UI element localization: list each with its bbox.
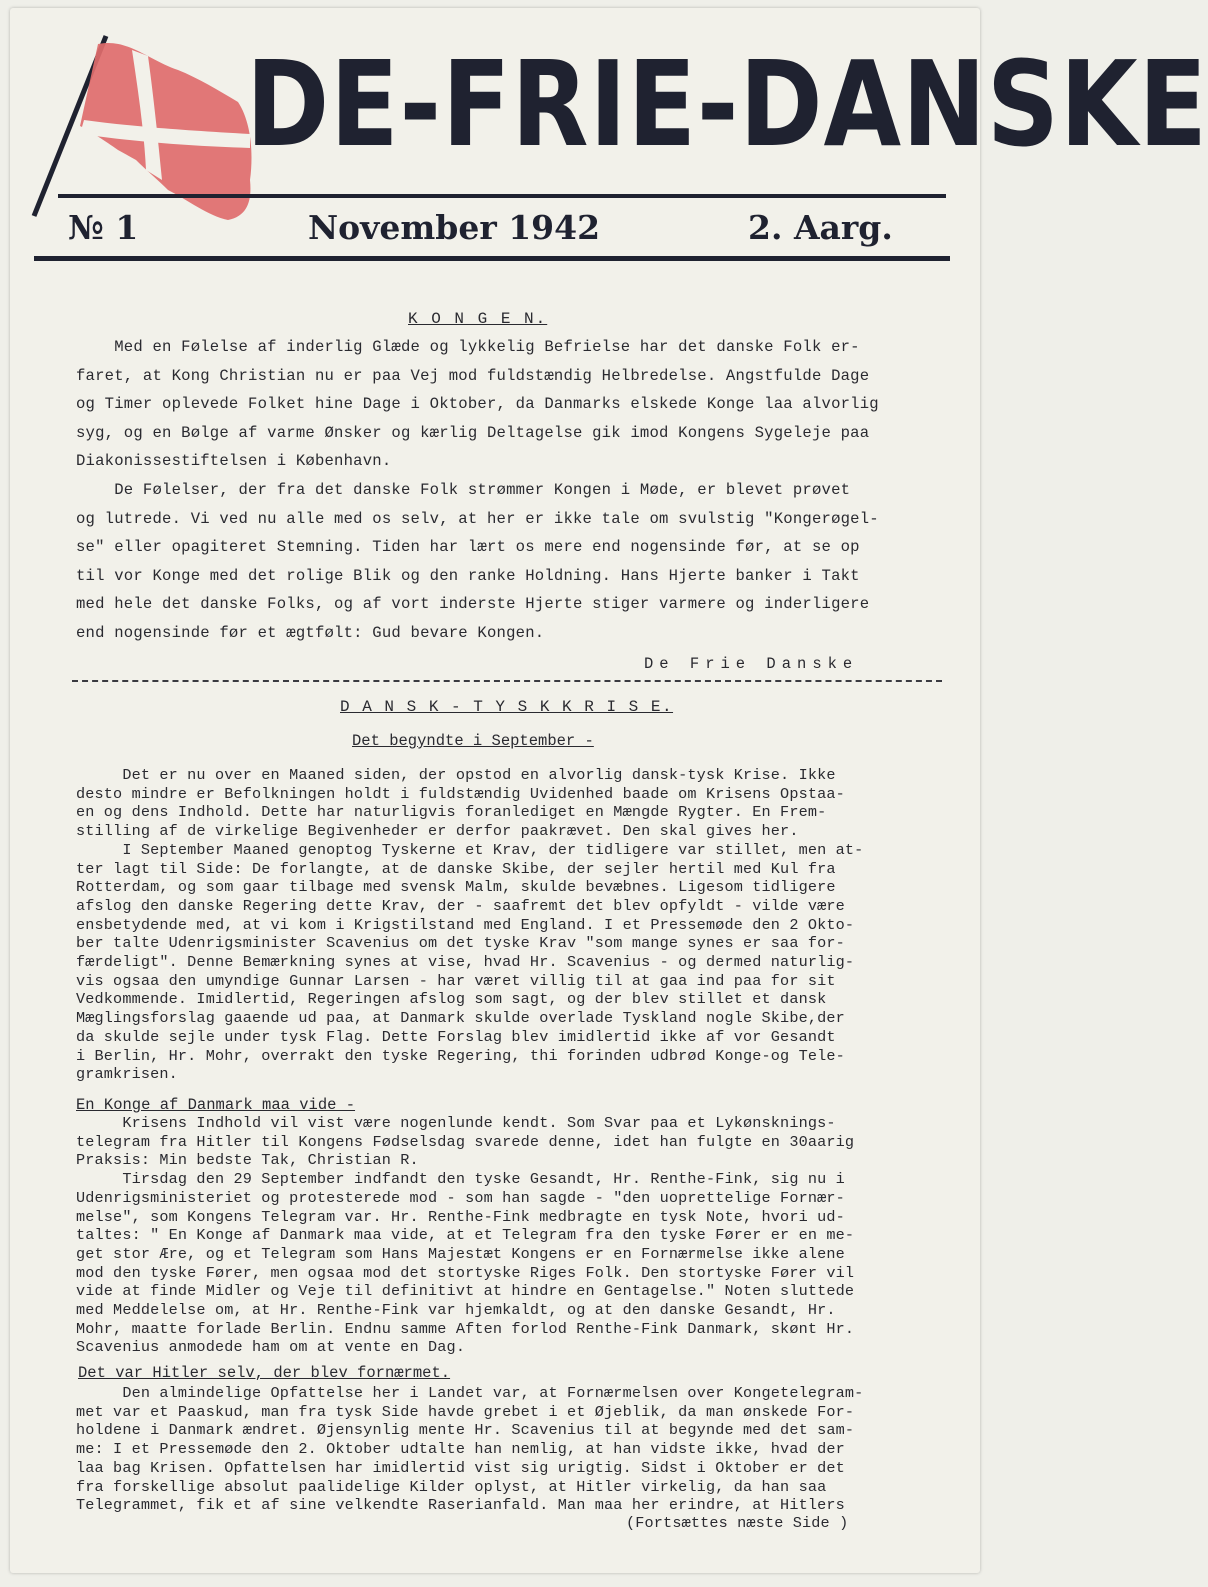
text-line: gramkrisen. xyxy=(76,1065,178,1084)
text-line: i Berlin, Hr. Mohr, overrakt den tyske Regering, thi forinden udbrød Konge-og Tele- xyxy=(76,1046,845,1065)
text-line: Vedkommende. Imidlertid, Regeringen afslog som sagt, og der blev stillet et dansk xyxy=(76,990,827,1009)
text-line: telegram fra Hitler til Kongens Fødselsdag svarede denne, idet han fulgte en 30aarig xyxy=(76,1132,855,1151)
text-line: Rotterdam, og som gaar tilbage med svensk Malm, skulde bevæbnes. Ligesom tidligere xyxy=(76,878,836,897)
text-line: med hele det danske Folks, og af vort inderste Hjerte stiger varmere og inderligere xyxy=(76,595,870,614)
text-line: Udenrigsministeriet og protesterede mod - som han sagde - "den uoprettelige Fornær- xyxy=(76,1188,845,1207)
issue-number: № 1 xyxy=(68,208,139,247)
text-line: vis ogsaa den umyndige Gunnar Larsen - har været villig til at gaa ind paa for sit xyxy=(76,971,836,990)
text-line: med Meddelelse om, at Hr. Renthe-Fink var hjemkaldt, og at den danske Gesandt, Hr. xyxy=(76,1301,836,1319)
newspaper-page xyxy=(10,8,1208,1573)
text-line: Telegrammet, fik et af sine velkendte Raserianfald. Man maa her erindre, at Hitlers xyxy=(76,1496,845,1515)
continued-note: (Fortsættes næste Side ) xyxy=(626,1514,849,1532)
text-line: se" eller opagiteret Stemning. Tiden har lært os mere end nogensinde før, at se op xyxy=(76,538,860,557)
text-line: taltes: " En Konge af Danmark maa vide, at et Telegram fra den tyske Fører er en me- xyxy=(76,1226,855,1245)
text-line: Tirsdag den 29 September indfandt den tyske Gesandt, Hr. Renthe-Fink, sig nu i xyxy=(76,1170,845,1189)
text-line: og Timer oplevede Folket hine Dage i Oktober, da Danmarks elskede Konge laa alvorlig xyxy=(76,395,879,414)
text-line: holdene i Danmark ændret. Øjensynlig mente Hr. Scavenius til at begynde med det sam- xyxy=(76,1421,855,1440)
text-line: afslog den danske Regering dette Krav, der - saafremt det blev opfyldt - vilde være xyxy=(76,896,845,915)
article-heading-kongen: K O N G E N. xyxy=(408,310,548,328)
text-line: I September Maaned genoptog Tyskerne et Krav, der tidligere var stillet, men at- xyxy=(76,840,864,859)
section-divider xyxy=(72,680,942,682)
text-line: ber talte Udenrigsminister Scavenius om det tyske Krav "som mange synes er saa for- xyxy=(76,934,845,953)
text-line: end nogensinde før et ægtfølt: Gud bevare Kongen. xyxy=(76,624,545,642)
text-line: Med en Følelse af inderlig Glæde og lykkelig Befrielse har det danske Folk er- xyxy=(76,338,860,356)
text-line: Scavenius anmodede ham om at vente en Dag. xyxy=(76,1338,466,1357)
text-line: get stor Ære, og et Telegram som Hans Majestæt Kongens er en Fornærmelse ikke alene xyxy=(76,1244,845,1263)
text-line: fra forskellige absolut paalidelige Kilder oplyst, at Hitler virkelig, da han saa xyxy=(76,1477,827,1496)
text-line: ensbetydende med, at vi kom i Krigstilstand med England. I et Pressemøde den 2 Okto- xyxy=(76,915,855,934)
text-line: me: I et Pressemøde den 2. Oktober udtalte han nemlig, at han vidste ikke, hvad der xyxy=(76,1440,845,1459)
text-line: da skulde sejle under tysk Flag. Dette Forslag blev imidlertid ikke af vor Gesandt xyxy=(76,1027,836,1046)
article-heading-krise: D A N S K - T Y S K K R I S E. xyxy=(340,698,674,716)
section-title-hitler: Det var Hitler selv, der blev fornærmet. xyxy=(78,1364,451,1382)
text-line: met var et Paaskud, man fra tysk Side havde grebet i et Øjeblik, da man ønskede For- xyxy=(76,1402,855,1421)
text-line: Krisens Indhold vil vist være nogenlunde kendt. Som Svar paa et Lykønsknings- xyxy=(76,1114,836,1132)
text-line: Den almindelige Opfattelse her i Landet var, at Fornærmelsen over Kongetelegram- xyxy=(76,1384,864,1402)
text-line: og lutrede. Vi ved nu alle med os selv, at her er ikke tale om svulstig "Kongerøgel- xyxy=(76,509,879,528)
text-line: laa bag Krisen. Opfattelsen har imidlertid vist sig urigtig. Sidst i Oktober er det xyxy=(76,1458,845,1477)
section-title-september: Det begyndte i September - xyxy=(352,732,594,750)
text-line: desto mindre er Befolkningen holdt i fuldstændig Uvidenhed baade om Krisens Opstaa- xyxy=(76,784,845,803)
text-line: Mæglingsforslag gaaende ud paa, at Danmark skulde overlade Tyskland nogle Skibe,der xyxy=(76,1009,845,1028)
text-line: De Følelser, der fra det danske Folk strømmer Kongen i Møde, er blevet prøvet xyxy=(76,481,851,499)
masthead-title: DE-FRIE-DANSKE xyxy=(246,35,1208,173)
content xyxy=(10,8,1208,1573)
text-line: en og dens Indhold. Dette har naturligvis foranlediget en Mængde Rygter. En Frem- xyxy=(76,803,827,822)
text-line: melse", som Kongens Telegram var. Hr. Renthe-Fink medbragte en tysk Note, hvori ud- xyxy=(76,1207,845,1226)
text-line: stilling af de virkelige Begivenheder er derfor paakrævet. Den skal gives her. xyxy=(76,822,799,841)
text-line: Mohr, maatte forlade Berlin. Endnu samme Aften forlod Renthe-Fink Danmark, skønt Hr. xyxy=(76,1319,855,1338)
text-line: ter lagt til Side: De forlangte, at de danske Skibe, der sejler hertil med Kul fra xyxy=(76,859,836,878)
text-line: færdeligt". Denne Bemærkning synes at vise, hvad Hr. Scavenius - og dermed naturlig- xyxy=(76,953,855,971)
text-line: vide at finde Midler og Veje til definitivt at hindre en Gentagelse." Noten sluttede xyxy=(76,1282,855,1301)
text-line: Det er nu over en Maaned siden, der opstod en alvorlig dansk-tysk Krise. Ikke xyxy=(76,766,836,784)
issue-volume: 2. Aarg. xyxy=(748,208,893,247)
text-line: faret, at Kong Christian nu er paa Vej mod fuldstændig Helbredelse. Angstfulde Dage xyxy=(76,366,870,385)
text-line: mod den tyske Fører, men ogsaa mod det stortyske Riges Folk. Den stortyske Fører vil xyxy=(76,1263,855,1282)
text-line: til vor Konge med det rolige Blik og den ranke Holdning. Hans Hjerte banker i Takt xyxy=(76,566,860,585)
section-title-konge: En Konge af Danmark maa vide - xyxy=(76,1096,356,1114)
text-line: syg, og en Bølge af varme Ønsker og kærlig Deltagelse gik imod Kongens Sygeleje paa xyxy=(76,423,870,442)
article-signature: De Frie Danske xyxy=(644,655,859,673)
text-line: Praksis: Min bedste Tak, Christian R. xyxy=(76,1151,419,1170)
issue-date: November 1942 xyxy=(308,208,601,247)
text-line: Diakonissestiftelsen i København. xyxy=(76,452,392,471)
